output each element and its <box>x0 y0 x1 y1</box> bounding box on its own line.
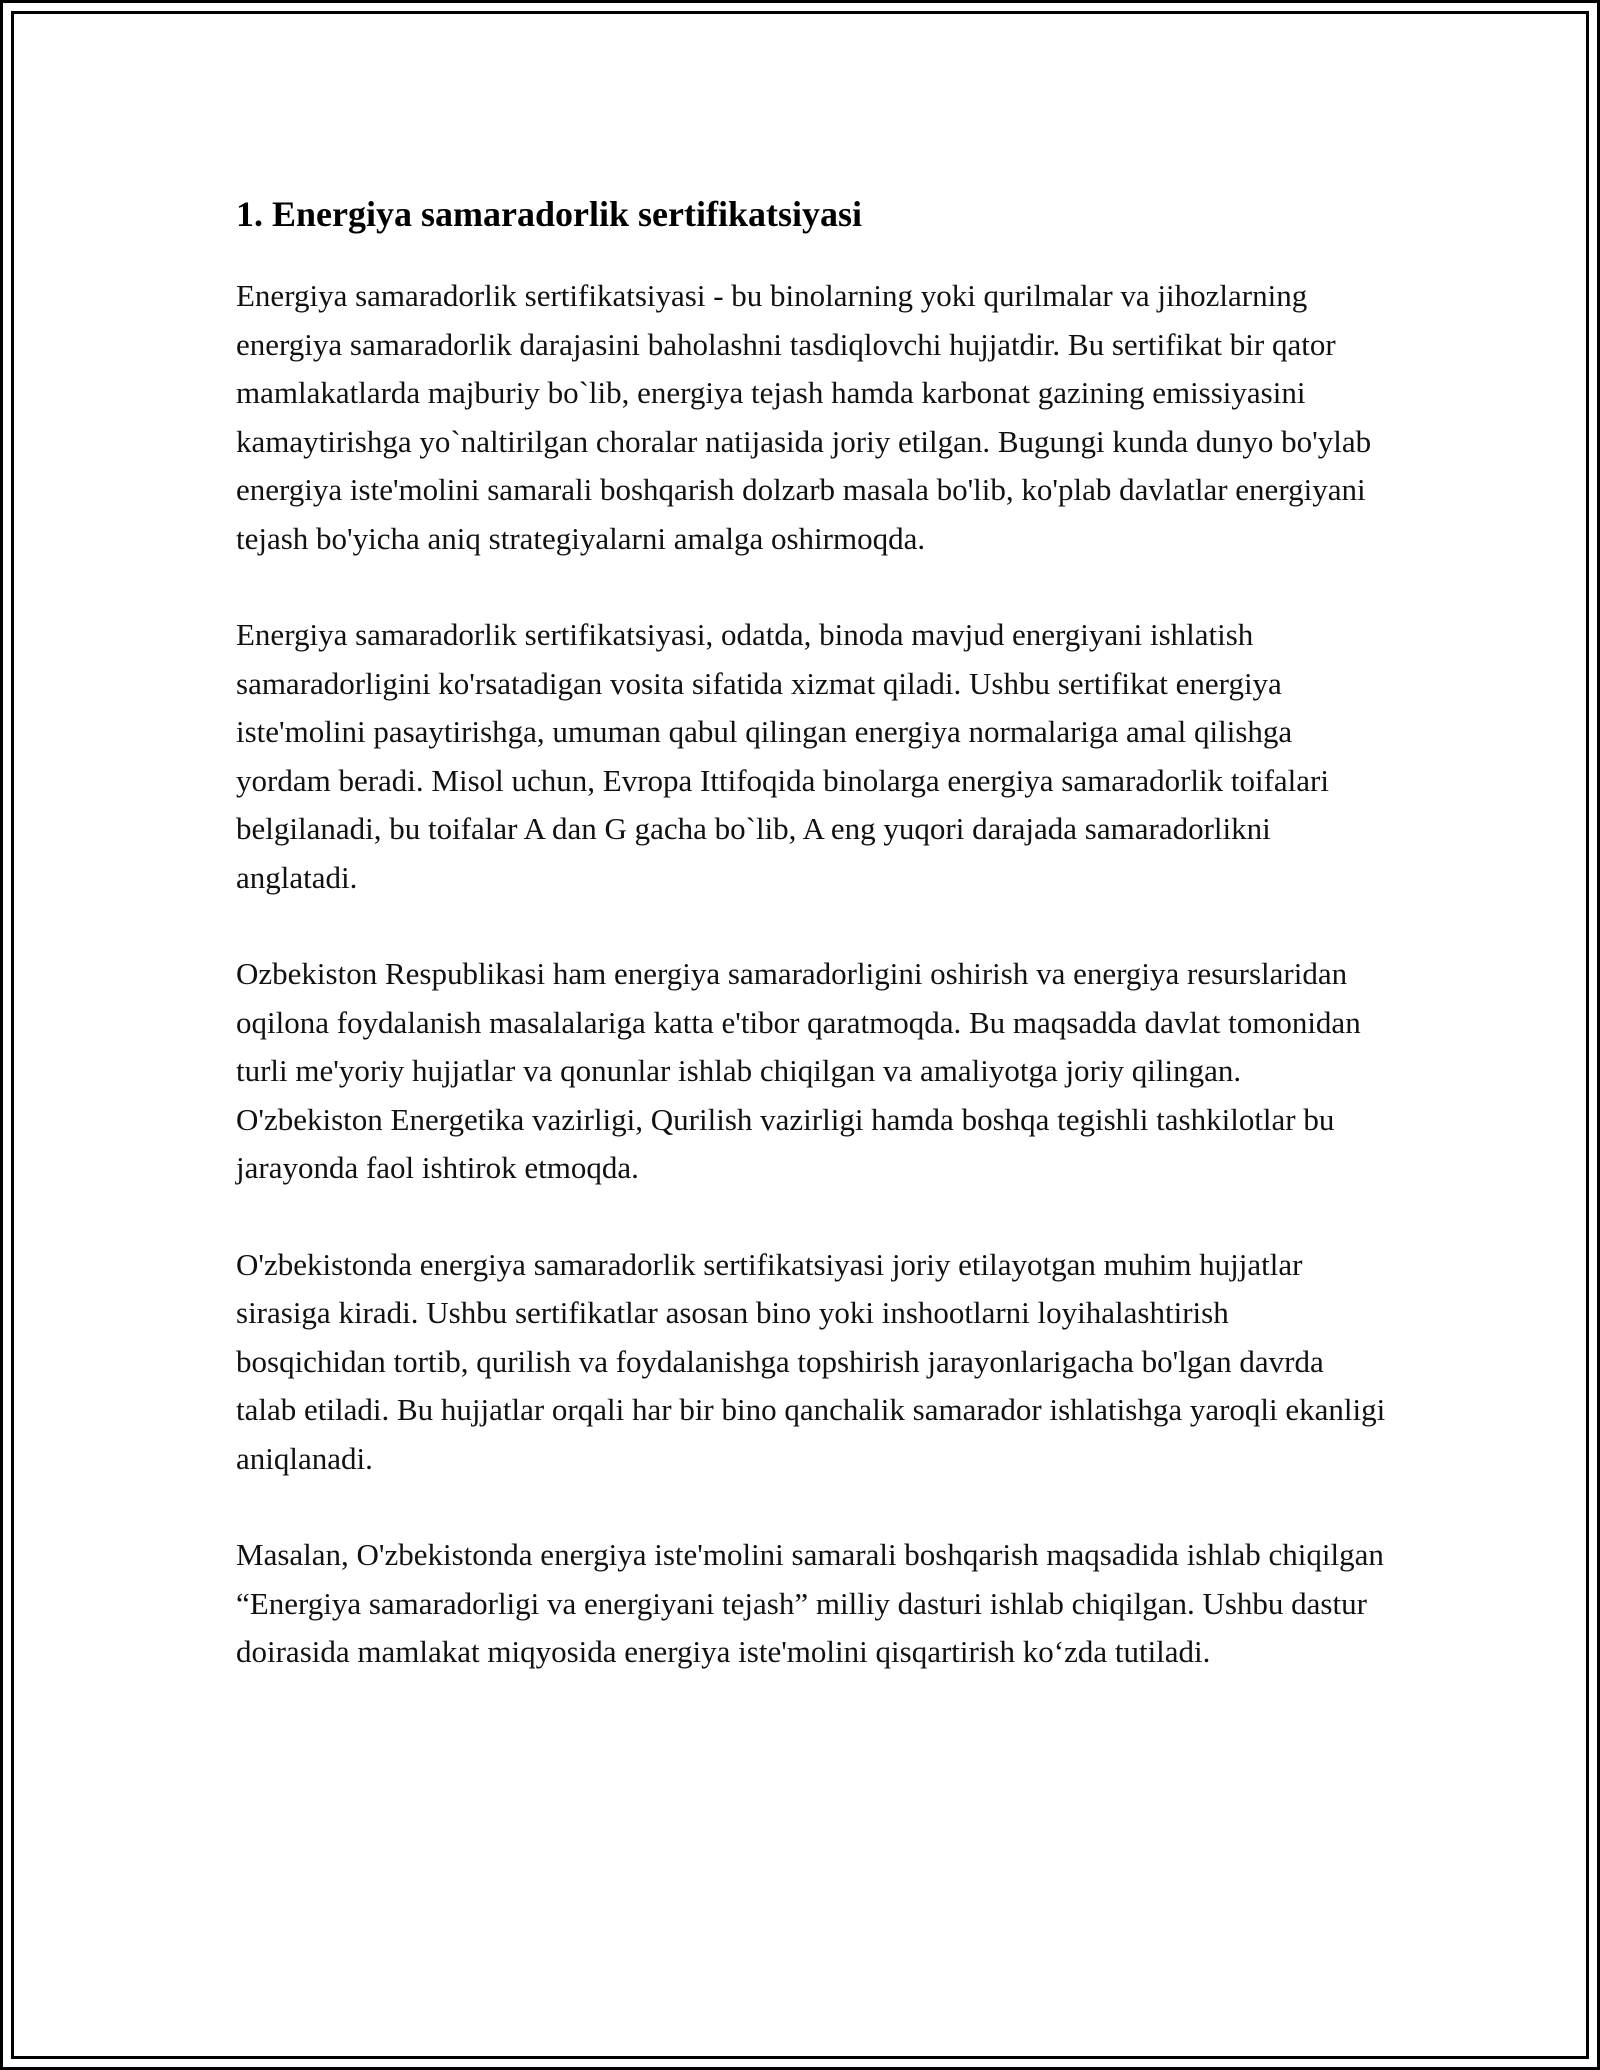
paragraph-4: O'zbekistonda energiya samaradorlik sertifikatsiyasi joriy etilayotgan muhim hujjatlar sirasiga kiradi. Ushbu sertifikatlar asosan bino yoki inshootlarni loyihalashtirish bosqichidan tortib, qurilish va foydalanishga topshirish jarayonlarigacha bo'lgan davrda talab etiladi. Bu hujjatlar orqali har bir bino qanchalik samarador ishlatishga yaroqli ekanligi aniqlanadi. <box>236 1246 1386 1476</box>
section-heading: 1. Energiya samaradorlik sertifikatsiyasi <box>236 194 862 234</box>
paragraph-5: Masalan, O'zbekistonda energiya iste'molini samarali boshqarish maqsadida ishlab chiqilgan “Energiya samaradorligi va energiyani tejash” milliy dasturi ishlab chiqilgan. Ushbu dastur doirasida mamlakat miqyosida energiya iste'molini qisqartirish ko‘zda tutiladi. <box>236 1537 1384 1669</box>
paragraph-2: Energiya samaradorlik sertifikatsiyasi, odatda, binoda mavjud energiyani ishlatish samaradorligini ko'rsatadigan vosita sifatida xizmat qiladi. Ushbu sertifikat energiya iste'molini pasaytirishga, umuman qabul qilingan energiya normalariga amal qilishga yordam beradi. Misol uchun, Evropa Ittifoqida binolarga energiya samaradorlik toifalari belgilanadi, bu toifalar A dan G gacha bo`lib, A eng yuqori darajada samaradorlikni anglatadi. <box>236 617 1329 895</box>
document-body <box>236 186 1386 1677</box>
paragraph-1: Energiya samaradorlik sertifikatsiyasi - bu binolarning yoki qurilmalar va jihozlarning energiya samaradorlik darajasini baholashni tasdiqlovchi hujjatdir. Bu sertifikat bir qator mamlakatlarda majburiy bo`lib, energiya tejash hamda karbonat gazining emissiyasini kamaytirishga yo`naltirilgan choralar natijasida joriy etilgan. Bugungi kunda dunyo bo'ylab energiya iste'molini samarali boshqarish dolzarb masala bo'lib, ko'plab davlatlar energiyani tejash bo'yicha aniq strategiyalarni amalga oshirmoqda. <box>236 278 1372 556</box>
paragraph-3: Ozbekiston Respublikasi ham energiya samaradorligini oshirish va energiya resurslaridan oqilona foydalanish masalalariga katta e'tibor qaratmoqda. Bu maqsadda davlat tomonidan turli me'yoriy hujjatlar va qonunlar ishlab chiqilgan va amaliyotga joriy qilingan. O'zbekiston Energetika vazirligi, Qurilish vazirligi hamda boshqa tegishli tashkilotlar bu jarayonda faol ishtirok etmoqda. <box>236 956 1361 1185</box>
